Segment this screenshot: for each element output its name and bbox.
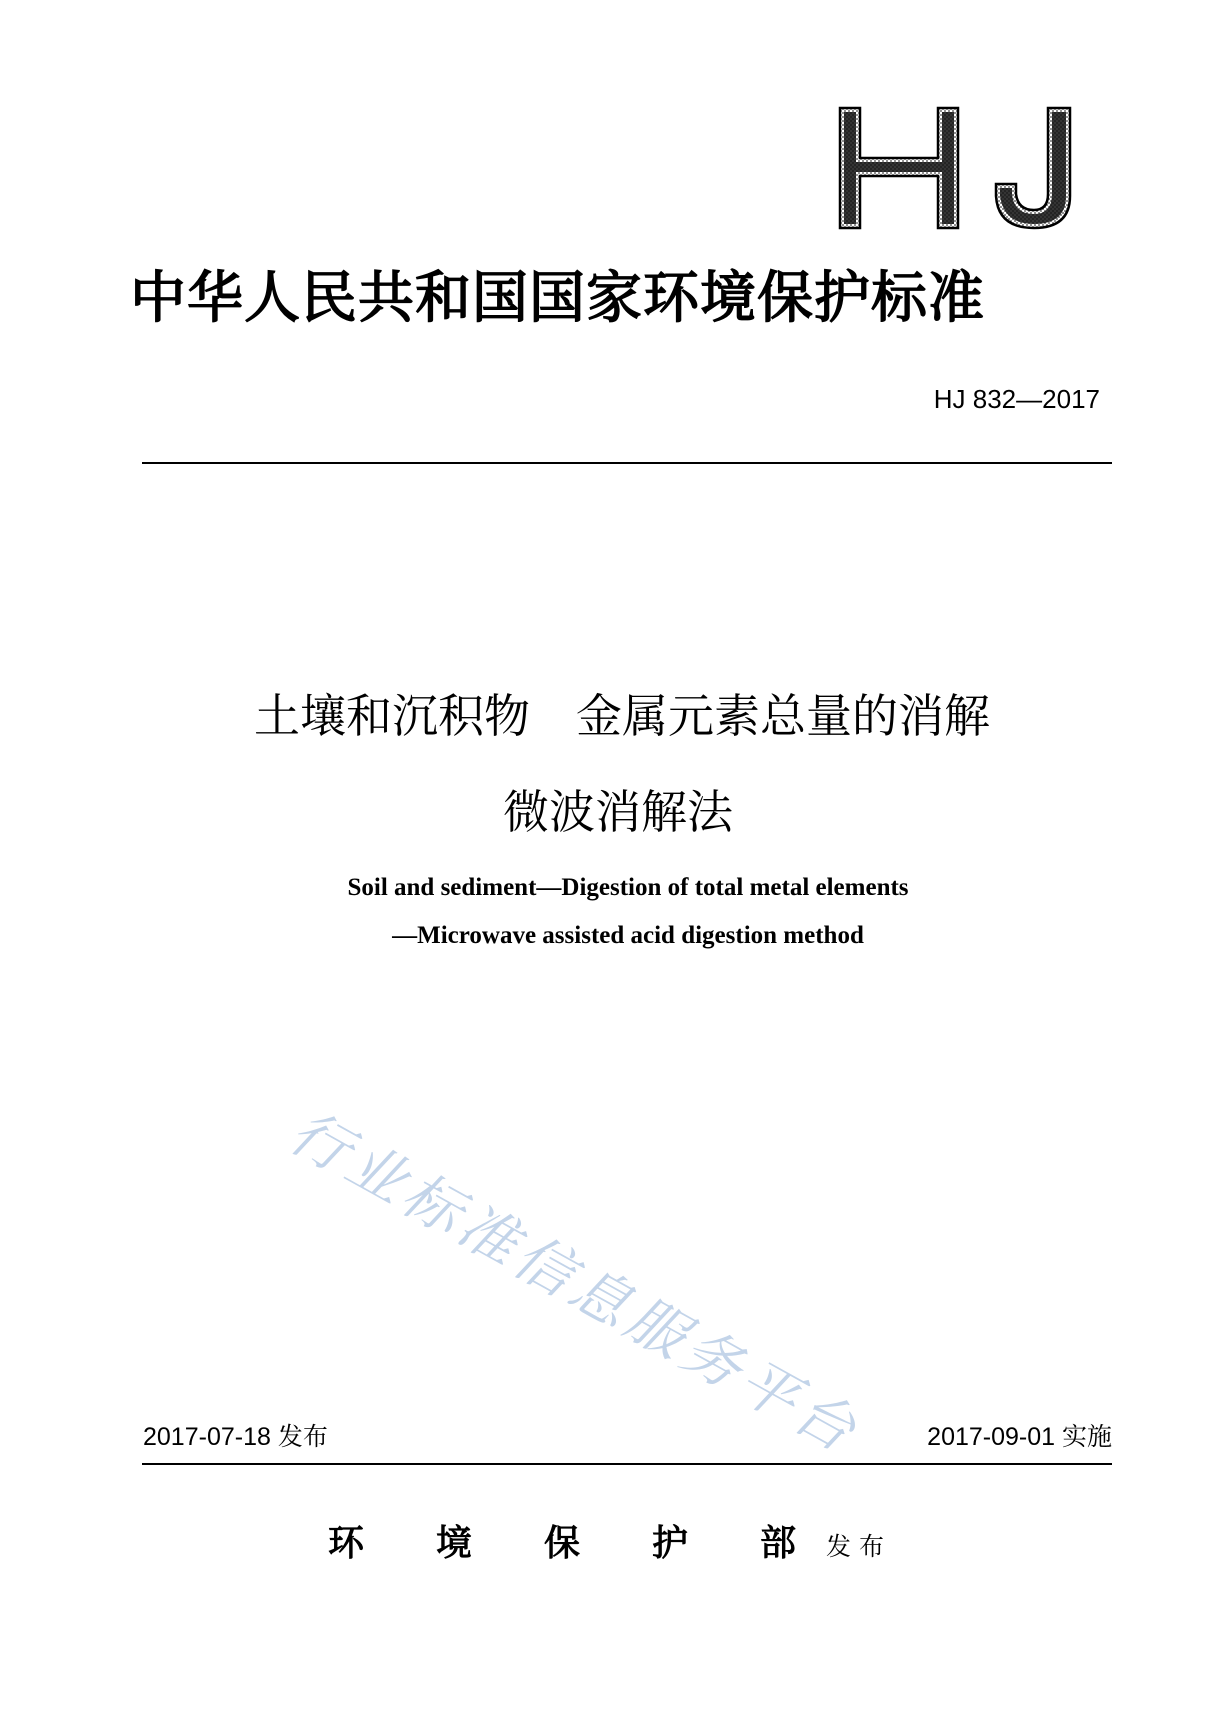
standard-number: HJ 832—2017 (933, 384, 1100, 414)
publisher-name: 环 境 保 护 部 (328, 1522, 797, 1564)
title-cn-line-1: 土壤和沉积物 金属元素总量的消解 (254, 689, 990, 743)
title-en-line-2: —Microwave assisted acid digestion method (392, 922, 864, 949)
title-cn-line-2: 微波消解法 (503, 785, 733, 839)
title-en-line-1: Soil and sediment—Digestion of total metal elements (347, 874, 909, 901)
watermark: 行业标准信息服务平台 (278, 1097, 872, 1468)
top-divider (142, 462, 1112, 464)
bottom-divider (142, 1463, 1112, 1465)
issuing-body-title: 中华人民共和国国家环境保护标准 (130, 265, 985, 331)
hj-logo (838, 104, 1078, 232)
publisher-suffix: 发布 (826, 1532, 893, 1561)
issue-date: 2017-07-18 发布 (143, 1423, 328, 1451)
implementation-date: 2017-09-01 实施 (927, 1423, 1112, 1451)
logo-letter-h (840, 108, 958, 228)
publisher (328, 1515, 892, 1566)
logo-letter-j (996, 108, 1070, 228)
